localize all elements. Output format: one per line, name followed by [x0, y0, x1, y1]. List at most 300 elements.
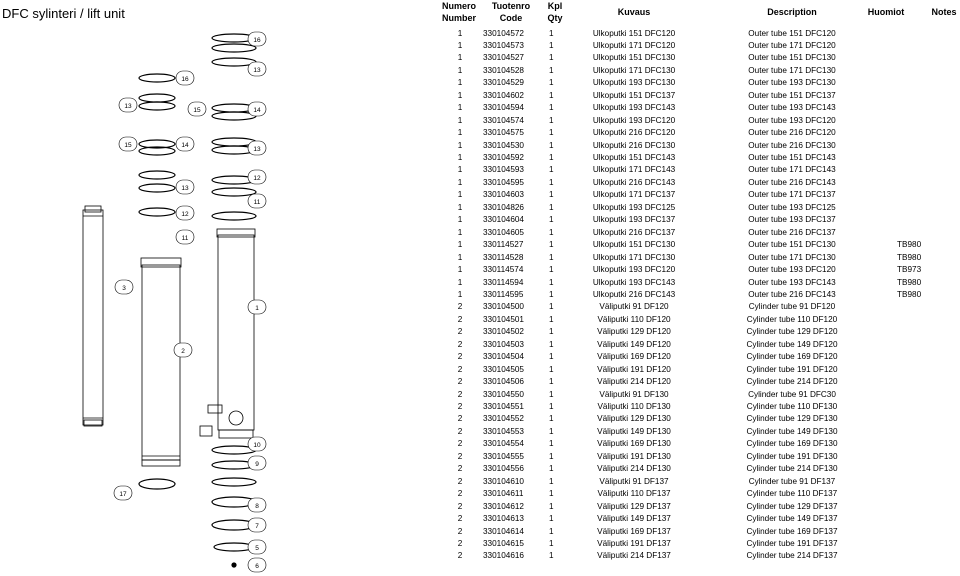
cell-qty: 1: [549, 364, 554, 374]
cell-kuvaus: Väliputki 214 DF137: [597, 551, 671, 561]
callout-5: [248, 540, 266, 554]
cell-code: 330104529: [483, 78, 524, 88]
svg-text:15: 15: [124, 142, 132, 149]
cell-number: 1: [457, 177, 463, 187]
svg-text:13: 13: [124, 103, 132, 110]
table-row: [439, 451, 960, 463]
cell-kuvaus: Ulkoputki 216 DFC120: [592, 128, 676, 138]
table-row: [439, 239, 960, 251]
cell-qty: 1: [549, 53, 554, 63]
cell-description: Outer tube 151 DFC130: [748, 240, 836, 250]
cell-code: 330104614: [483, 526, 524, 536]
cell-number: 2: [457, 314, 463, 324]
cell-code: 330114527: [483, 240, 524, 250]
cell-qty: 1: [549, 514, 554, 524]
cell-description: Outer tube 193 DFC120: [748, 265, 836, 275]
cell-qty: 1: [549, 227, 554, 237]
cell-qty: 1: [549, 28, 554, 38]
svg-text:12: 12: [253, 175, 261, 182]
cell-qty: 1: [549, 265, 554, 275]
cell-number: 1: [457, 165, 463, 175]
header-numero: Numero Number: [441, 1, 476, 23]
cell-description: Cylinder tube 149 DF130: [746, 426, 838, 436]
cell-kuvaus: Väliputki 169 DF137: [597, 526, 671, 536]
callout-17: [114, 486, 132, 500]
cell-code: 330104528: [483, 65, 524, 75]
table-row: [439, 526, 960, 538]
cell-number: 2: [457, 501, 463, 511]
cell-kuvaus: Väliputki 169 DF120: [597, 352, 671, 362]
table-row: [439, 90, 960, 102]
cell-code: 330104503: [483, 339, 524, 349]
header-tuotenro: Tuotenro Code: [491, 1, 531, 23]
callout-3: [115, 280, 133, 294]
cell-kuvaus: Ulkoputki 193 DFC143: [592, 103, 676, 113]
svg-text:14: 14: [181, 142, 189, 149]
cell-qty: 1: [549, 177, 554, 187]
table-row: [439, 77, 960, 89]
table-row: [439, 264, 960, 276]
cell-qty: 1: [549, 389, 554, 399]
svg-text:5: 5: [255, 545, 259, 552]
cell-kuvaus: Ulkoputki 216 DFC130: [592, 140, 676, 150]
table-row: [439, 326, 960, 338]
cell-code: 330104615: [483, 538, 524, 548]
cell-huomiot: TB980: [897, 277, 922, 287]
cell-qty: 1: [549, 277, 554, 287]
cell-number: 2: [457, 439, 463, 449]
cell-code: 330104553: [483, 426, 524, 436]
svg-text:6: 6: [255, 563, 259, 570]
callout-14: [176, 137, 194, 151]
svg-text:7: 7: [255, 523, 259, 530]
cell-qty: 1: [549, 426, 554, 436]
cell-qty: 1: [549, 538, 554, 548]
cell-kuvaus: Väliputki 110 DF130: [597, 402, 671, 411]
cell-code: 330104527: [483, 53, 524, 63]
cell-kuvaus: Ulkoputki 171 DFC143: [592, 165, 676, 175]
table-row: [439, 52, 960, 64]
table-row: [439, 28, 960, 40]
cell-number: 2: [457, 364, 463, 374]
cell-huomiot: TB980: [897, 289, 922, 299]
cell-description: Cylinder tube 214 DF130: [746, 464, 838, 474]
cell-huomiot: TB980: [897, 252, 922, 262]
cell-code: 330104593: [483, 165, 524, 175]
cell-qty: 1: [549, 352, 554, 362]
cell-code: 330104611: [483, 489, 524, 499]
callout-7: [248, 518, 266, 532]
table-row: [439, 364, 960, 376]
cell-kuvaus: Ulkoputki 171 DFC130: [592, 65, 676, 75]
cell-qty: 1: [549, 314, 554, 324]
cell-qty: 1: [549, 115, 554, 125]
cell-description: Outer tube 193 DFC120: [748, 115, 836, 125]
cell-kuvaus: Ulkoputki 216 DFC143: [592, 289, 676, 299]
cell-qty: 1: [549, 240, 554, 250]
cell-kuvaus: Väliputki 191 DF130: [597, 451, 671, 461]
cell-description: Cylinder tube 91 DFC30: [748, 389, 836, 399]
callout-2: [174, 343, 192, 357]
cell-qty: 1: [549, 464, 554, 474]
callout-15: [119, 137, 137, 151]
callout-9: [248, 456, 266, 470]
cell-code: 330104603: [483, 190, 524, 200]
cell-qty: 1: [549, 78, 554, 88]
cell-description: Outer tube 193 DFC130: [748, 78, 836, 88]
table-row: [439, 164, 960, 176]
svg-text:8: 8: [255, 503, 259, 510]
cell-qty: 1: [549, 489, 554, 499]
table-row: [439, 127, 960, 139]
cell-qty: 1: [549, 65, 554, 75]
cell-code: 330104556: [483, 464, 524, 474]
cell-qty: 1: [549, 140, 554, 150]
cell-number: 2: [457, 464, 463, 474]
cell-qty: 1: [549, 526, 554, 536]
cell-number: 2: [457, 377, 463, 387]
cell-qty: 1: [549, 451, 554, 461]
cell-description: Cylinder tube 110 DF120: [746, 314, 838, 324]
table-row: [439, 513, 960, 525]
cell-code: 330114528: [483, 252, 524, 262]
cell-code: 330104594: [483, 103, 524, 113]
cell-description: Cylinder tube 169 DF120: [746, 352, 838, 362]
svg-text:16: 16: [253, 37, 261, 44]
cell-kuvaus: Väliputki 191 DF137: [597, 538, 671, 548]
cell-description: Cylinder tube 214 DF120: [746, 377, 838, 387]
cell-kuvaus: Väliputki 129 DF137: [597, 501, 671, 511]
cell-kuvaus: Ulkoputki 193 DFC125: [592, 202, 676, 212]
callout-13: [119, 98, 137, 112]
cell-kuvaus: Väliputki 129 DF120: [597, 327, 671, 337]
cell-description: Outer tube 151 DFC137: [748, 90, 836, 100]
table-row: [439, 301, 960, 313]
table-row: [439, 351, 960, 363]
cell-kuvaus: Väliputki 149 DF120: [597, 339, 671, 349]
cell-code: 330104613: [483, 514, 524, 524]
cell-kuvaus: Ulkoputki 151 DFC120: [592, 28, 676, 38]
cell-description: Cylinder tube 191 DF130: [746, 451, 838, 461]
cell-number: 2: [457, 476, 463, 486]
callout-13: [248, 141, 266, 155]
cell-kuvaus: Väliputki 169 DF130: [597, 439, 671, 449]
table-row: [439, 152, 960, 164]
callout-12: [248, 170, 266, 184]
cell-number: 1: [457, 128, 463, 138]
svg-text:13: 13: [253, 67, 261, 74]
cell-number: 1: [457, 277, 463, 287]
cell-code: 330104575: [483, 128, 524, 138]
header-description: Description: [767, 7, 817, 17]
svg-text:13: 13: [253, 146, 261, 153]
svg-text:1: 1: [255, 305, 259, 312]
cell-qty: 1: [549, 103, 554, 113]
cell-number: 2: [457, 489, 463, 499]
cell-kuvaus: Väliputki 214 DF130: [597, 464, 671, 474]
cell-description: Cylinder tube 149 DF120: [746, 339, 838, 349]
cell-code: 330104592: [483, 153, 524, 162]
cell-code: 330104605: [483, 227, 524, 237]
cell-kuvaus: Väliputki 214 DF120: [597, 377, 671, 387]
cell-number: 1: [457, 28, 463, 38]
cell-kuvaus: Ulkoputki 151 DFC143: [592, 153, 676, 162]
cell-qty: 1: [549, 327, 554, 337]
cell-description: Cylinder tube 129 DF130: [746, 414, 838, 424]
cell-code: 330104506: [483, 377, 524, 387]
cell-code: 330104554: [483, 439, 524, 449]
cell-code: 330114574: [483, 265, 524, 275]
cell-description: Cylinder tube 110 DF130: [746, 402, 838, 411]
svg-text:11: 11: [181, 235, 189, 242]
cell-code: 330104595: [483, 177, 524, 187]
table-row: [439, 40, 960, 52]
cell-kuvaus: Ulkoputki 193 DFC120: [592, 265, 676, 275]
cell-code: 330104573: [483, 40, 524, 50]
table-row: [439, 426, 960, 438]
piston-rod-drawing: [83, 206, 103, 426]
svg-text:12: 12: [181, 211, 189, 218]
cell-description: Cylinder tube 129 DF120: [746, 327, 838, 337]
cell-qty: 1: [549, 215, 554, 225]
callout-13: [248, 62, 266, 76]
cell-description: Cylinder tube 169 DF130: [746, 439, 838, 449]
cell-qty: 1: [549, 339, 554, 349]
cell-description: Cylinder tube 149 DF137: [746, 514, 838, 524]
cell-huomiot: TB973: [897, 265, 922, 275]
header-kuvaus: Kuvaus: [617, 7, 651, 17]
cylinder-tube-drawing: [141, 258, 181, 466]
cell-code: 330114594: [483, 277, 524, 287]
svg-text:17: 17: [119, 491, 127, 498]
cell-number: 2: [457, 352, 463, 362]
callout-8: [248, 498, 266, 512]
cell-kuvaus: Väliputki 149 DF137: [597, 514, 671, 524]
cell-qty: 1: [549, 128, 554, 138]
table-row: [439, 438, 960, 450]
header-notes: Notes: [931, 7, 957, 17]
cell-number: 2: [457, 426, 463, 436]
callout-11: [248, 194, 266, 208]
cell-code: 330104505: [483, 364, 524, 374]
page-title: DFC sylinteri / lift unit: [2, 6, 125, 21]
cell-kuvaus: Ulkoputki 151 DFC130: [592, 53, 676, 63]
cell-number: 1: [457, 202, 463, 212]
table-row: [439, 314, 960, 326]
cell-code: 330114595: [483, 289, 524, 299]
table-row: [439, 463, 960, 475]
cell-description: Cylinder tube 110 DF137: [746, 489, 838, 499]
table-row: [439, 488, 960, 500]
cell-qty: 1: [549, 165, 554, 175]
cell-qty: 1: [549, 414, 554, 424]
cell-kuvaus: Ulkoputki 171 DFC130: [592, 252, 676, 262]
cell-number: 2: [457, 402, 463, 411]
cell-description: Outer tube 171 DFC130: [748, 65, 836, 75]
cell-code: 330104552: [483, 414, 524, 424]
cell-description: Cylinder tube 91 DF137: [748, 476, 836, 486]
callout-1: [248, 300, 266, 314]
callout-16: [248, 32, 266, 46]
cell-qty: 1: [549, 476, 554, 486]
cell-kuvaus: Ulkoputki 216 DFC143: [592, 177, 676, 187]
table-row: [439, 140, 960, 152]
cell-number: 2: [457, 302, 463, 312]
cell-number: 1: [457, 65, 463, 75]
callout-6: [248, 558, 266, 572]
cell-number: 2: [457, 451, 463, 461]
cell-description: Outer tube 193 DFC143: [748, 277, 836, 287]
cell-number: 1: [457, 115, 463, 125]
table-row: [439, 501, 960, 513]
cell-number: 1: [457, 90, 463, 100]
svg-text:14: 14: [253, 107, 261, 114]
cell-qty: 1: [549, 90, 554, 100]
cell-kuvaus: Ulkoputki 193 DFC143: [592, 277, 676, 287]
cell-number: 1: [457, 40, 463, 50]
cell-kuvaus: Ulkoputki 193 DFC120: [592, 115, 676, 125]
table-row: [439, 277, 960, 289]
cell-description: Cylinder tube 191 DF120: [746, 364, 838, 374]
cell-kuvaus: Väliputki 91 DF120: [599, 302, 669, 312]
svg-text:16: 16: [181, 76, 189, 83]
svg-text:2: 2: [181, 348, 185, 355]
cell-number: 2: [457, 526, 463, 536]
cell-number: 1: [457, 78, 463, 88]
table-row: [439, 65, 960, 77]
callout-10: [248, 437, 266, 451]
svg-text:9: 9: [255, 461, 259, 468]
svg-text:3: 3: [122, 285, 126, 292]
cell-description: Outer tube 171 DFC120: [748, 40, 836, 50]
cell-kuvaus: Väliputki 110 DF137: [597, 489, 671, 499]
cell-number: 1: [457, 227, 463, 237]
svg-text:11: 11: [253, 199, 261, 206]
cell-qty: 1: [549, 377, 554, 387]
cell-kuvaus: Väliputki 91 DF130: [599, 389, 669, 399]
cell-number: 2: [457, 551, 463, 561]
cell-code: 330104501: [483, 314, 524, 324]
cell-qty: 1: [549, 501, 554, 511]
cell-description: Outer tube 193 DFC125: [748, 202, 836, 212]
cell-kuvaus: Ulkoputki 193 DFC137: [592, 215, 676, 225]
cell-code: 330104616: [483, 551, 524, 561]
cell-number: 2: [457, 414, 463, 424]
callout-11: [176, 230, 194, 244]
cell-description: Outer tube 193 DFC137: [748, 215, 836, 225]
cell-number: 1: [457, 265, 463, 275]
cell-code: 330104826: [483, 202, 524, 212]
cell-code: 330104602: [483, 90, 524, 100]
table-row: [439, 550, 960, 562]
svg-text:13: 13: [181, 185, 189, 192]
cell-number: 2: [457, 514, 463, 524]
cell-code: 330104551: [483, 402, 524, 411]
cell-description: Outer tube 151 DFC143: [748, 153, 836, 162]
cell-description: Cylinder tube 91 DF120: [748, 302, 836, 312]
cell-code: 330104610: [483, 476, 524, 486]
cell-qty: 1: [549, 402, 554, 411]
cell-description: Outer tube 216 DFC143: [748, 289, 836, 299]
cell-number: 2: [457, 327, 463, 337]
cell-kuvaus: Ulkoputki 193 DFC130: [592, 78, 676, 88]
table-row: [439, 339, 960, 351]
callout-16: [176, 71, 194, 85]
cell-description: Cylinder tube 191 DF137: [746, 538, 838, 548]
cell-description: Cylinder tube 214 DF137: [746, 551, 838, 561]
cell-kuvaus: Väliputki 149 DF130: [597, 426, 671, 436]
table-row: [439, 289, 960, 301]
cell-code: 330104555: [483, 451, 524, 461]
cell-description: Outer tube 171 DFC137: [748, 190, 836, 200]
table-row: [439, 401, 960, 413]
table-row: [439, 214, 960, 226]
callout-15: [188, 102, 206, 116]
cell-code: 330104612: [483, 501, 524, 511]
cell-number: 1: [457, 190, 463, 200]
cell-kuvaus: Väliputki 191 DF120: [597, 364, 671, 374]
cell-description: Cylinder tube 129 DF137: [746, 501, 838, 511]
callout-13: [176, 180, 194, 194]
cell-qty: 1: [549, 190, 554, 200]
cell-description: Outer tube 216 DFC137: [748, 227, 836, 237]
table-row: [439, 115, 960, 127]
cell-kuvaus: Väliputki 110 DF120: [597, 314, 671, 324]
table-row: [439, 227, 960, 239]
cell-qty: 1: [549, 153, 554, 162]
cell-qty: 1: [549, 302, 554, 312]
cell-number: 1: [457, 215, 463, 225]
cell-description: Outer tube 216 DFC130: [748, 140, 836, 150]
cell-kuvaus: Ulkoputki 151 DFC137: [592, 90, 676, 100]
cell-code: 330104504: [483, 352, 524, 362]
cell-code: 330104530: [483, 140, 524, 150]
cell-description: Cylinder tube 169 DF137: [746, 526, 838, 536]
cell-qty: 1: [549, 551, 554, 561]
table-row: [439, 102, 960, 114]
cell-kuvaus: Väliputki 129 DF130: [597, 414, 671, 424]
table-row: [439, 389, 960, 401]
cell-kuvaus: Ulkoputki 216 DFC137: [592, 227, 676, 237]
cell-number: 2: [457, 339, 463, 349]
cell-qty: 1: [549, 40, 554, 50]
cell-number: 1: [457, 53, 463, 63]
cell-kuvaus: Väliputki 91 DF137: [599, 476, 669, 486]
svg-text:15: 15: [193, 107, 201, 114]
cell-qty: 1: [549, 289, 554, 299]
cell-number: 1: [457, 252, 463, 262]
cell-number: 1: [457, 289, 463, 299]
table-row: [439, 476, 960, 488]
table-row: [439, 413, 960, 425]
svg-text:10: 10: [253, 442, 261, 449]
cell-description: Outer tube 193 DFC143: [748, 103, 836, 113]
cell-description: Outer tube 216 DFC120: [748, 128, 836, 138]
cell-number: 2: [457, 538, 463, 548]
cell-number: 1: [457, 140, 463, 150]
table-row: [439, 202, 960, 214]
cell-number: 1: [457, 240, 463, 250]
cell-code: 330104502: [483, 327, 524, 337]
callout-12: [176, 206, 194, 220]
cell-code: 330104572: [483, 28, 524, 38]
cell-description: Outer tube 216 DFC143: [748, 177, 836, 187]
cell-code: 330104604: [483, 215, 524, 225]
cell-description: Outer tube 171 DFC143: [748, 165, 836, 175]
table-row: [439, 376, 960, 388]
table-row: [439, 177, 960, 189]
cell-number: 2: [457, 389, 463, 399]
